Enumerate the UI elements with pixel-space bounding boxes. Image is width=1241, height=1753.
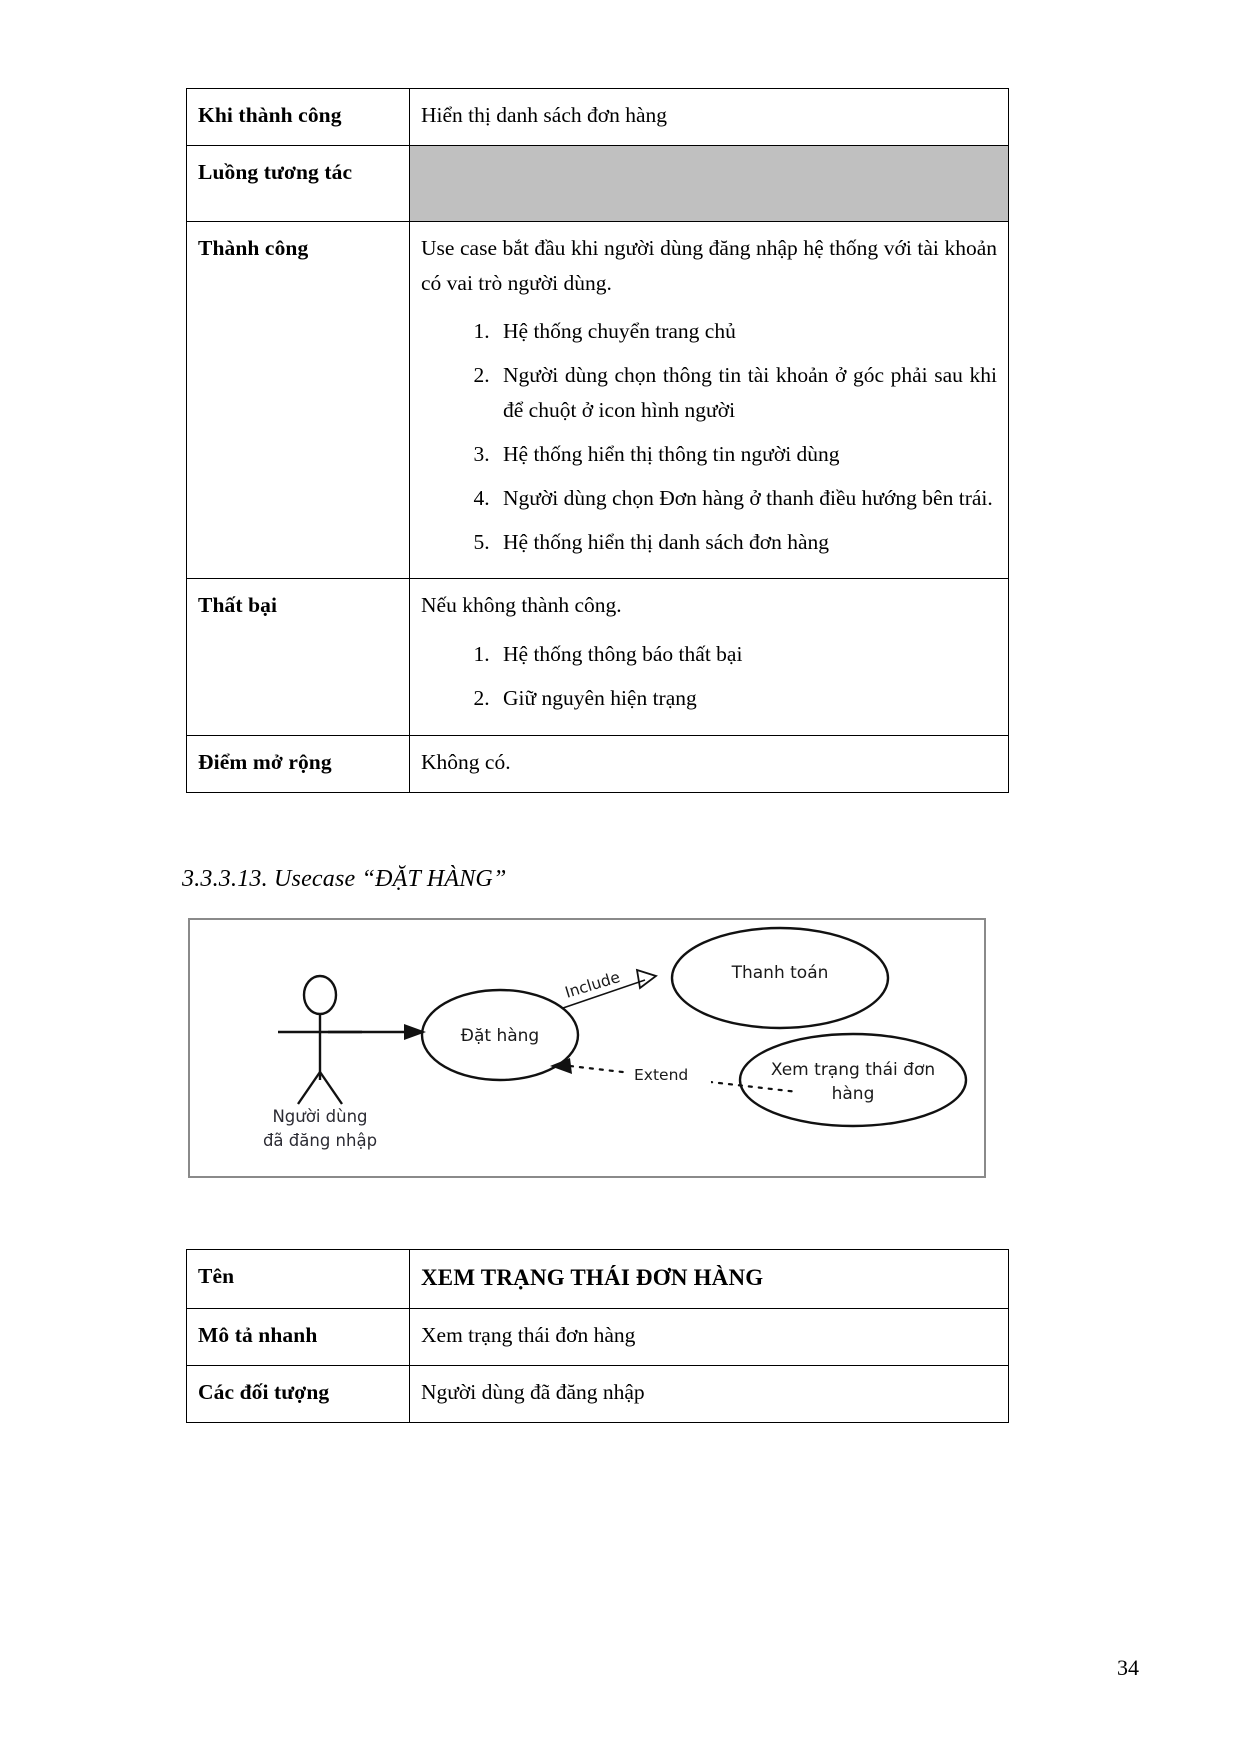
table-row [187,1309,1009,1366]
cell-text: Không có. [421,749,511,774]
actor-right-leg-line [320,1072,342,1104]
actor-label [263,1107,377,1150]
actor-nguoi-dung [278,976,362,1104]
usecase-xem-trang-thai [740,1034,966,1126]
page-number: 34 [1117,1655,1139,1680]
table-row [187,1250,1009,1309]
list-item: 5. Hệ thống hiển thị danh sách đơn hàng [495,525,997,560]
row-value-thanh-cong [410,221,1009,579]
actor-label-line2: đã đăng nhập [262,1131,378,1150]
row-value-mo-ta-nhanh [410,1309,1009,1366]
usecase-diagram-svg [190,920,984,1176]
usecase-thanh-toan [672,928,888,1028]
cell-intro-text: Nếu không thành công. [421,593,622,618]
extend-label: Extend [634,1066,689,1084]
row-label-ten: Tên [187,1250,410,1309]
list-item: 4. Người dùng chọn Đơn hàng ở thanh điều hướng bên trái. [495,481,997,516]
row-value-that-bai [410,579,1009,735]
row-value-luong-tuong-tac [410,145,1009,221]
section-heading: 3.3.3.13. Usecase “ĐẶT HÀNG” [182,866,507,892]
row-label-mo-ta-nhanh: Mô tả nhanh [187,1309,410,1366]
failure-step-list [421,637,997,716]
usecase-table [186,1249,1009,1423]
table-row [187,221,1009,579]
cell-text: Người dùng đã đăng nhập [421,1380,645,1405]
row-label-diem-mo-rong: Điểm mở rộng [187,735,410,792]
usecase-dat-hang-label: Đặt hàng [460,1026,540,1046]
list-item: 1. Hệ thống thông báo thất bại [495,637,997,672]
extend-relation [550,1058,798,1092]
list-item: 3. Hệ thống hiển thị thông tin người dùng [495,437,997,472]
table-row [187,1366,1009,1423]
row-label-that-bai: Thất bại [187,579,410,735]
row-value-diem-mo-rong [410,735,1009,792]
row-value-khi-thanh-cong [410,89,1009,146]
usecase-diagram [188,918,986,1178]
cell-intro-text: Use case bắt đầu khi người dùng đăng nhập hệ thống với tài khoản có vai trò người dùng. [421,235,997,295]
row-value-ten [410,1250,1009,1309]
list-item: 1. Hệ thống chuyển trang chủ [495,314,997,349]
cell-text: XEM TRẠNG THÁI ĐƠN HÀNG [421,1265,764,1290]
success-step-list [421,314,997,559]
list-item: 2. Giữ nguyên hiện trạng [495,681,997,716]
row-label-luong-tuong-tac: Luồng tương tác [187,145,410,221]
usecase-xem-trang-thai-label-line2: hàng [831,1084,875,1104]
list-item: 2. Người dùng chọn thông tin tài khoản ở góc phải sau khi để chuột ở icon hình người [495,358,997,428]
include-relation [563,968,656,1008]
include-label: Include [562,968,623,1002]
actor-label-line1: Người dùng [272,1107,368,1126]
table-row [187,735,1009,792]
usecase-thanh-toan-label: Thanh toán [731,963,829,983]
cell-text: Xem trạng thái đơn hàng [421,1323,636,1348]
row-label-cac-doi-tuong: Các đối tượng [187,1366,410,1423]
actor-head-icon [304,976,336,1014]
usecase-xem-trang-thai-label-line1: Xem trạng thái đơn [770,1060,936,1080]
cell-text: Hiển thị danh sách đơn hàng [421,103,668,127]
actor-left-leg-line [298,1072,320,1104]
association-arrow [328,1024,426,1040]
table-row [187,145,1009,221]
table-row [187,89,1009,146]
table-row [187,579,1009,735]
row-label-thanh-cong: Thành công [187,221,410,579]
scenario-table [186,88,1009,793]
row-value-cac-doi-tuong [410,1366,1009,1423]
row-label-khi-thanh-cong: Khi thành công [187,89,410,146]
